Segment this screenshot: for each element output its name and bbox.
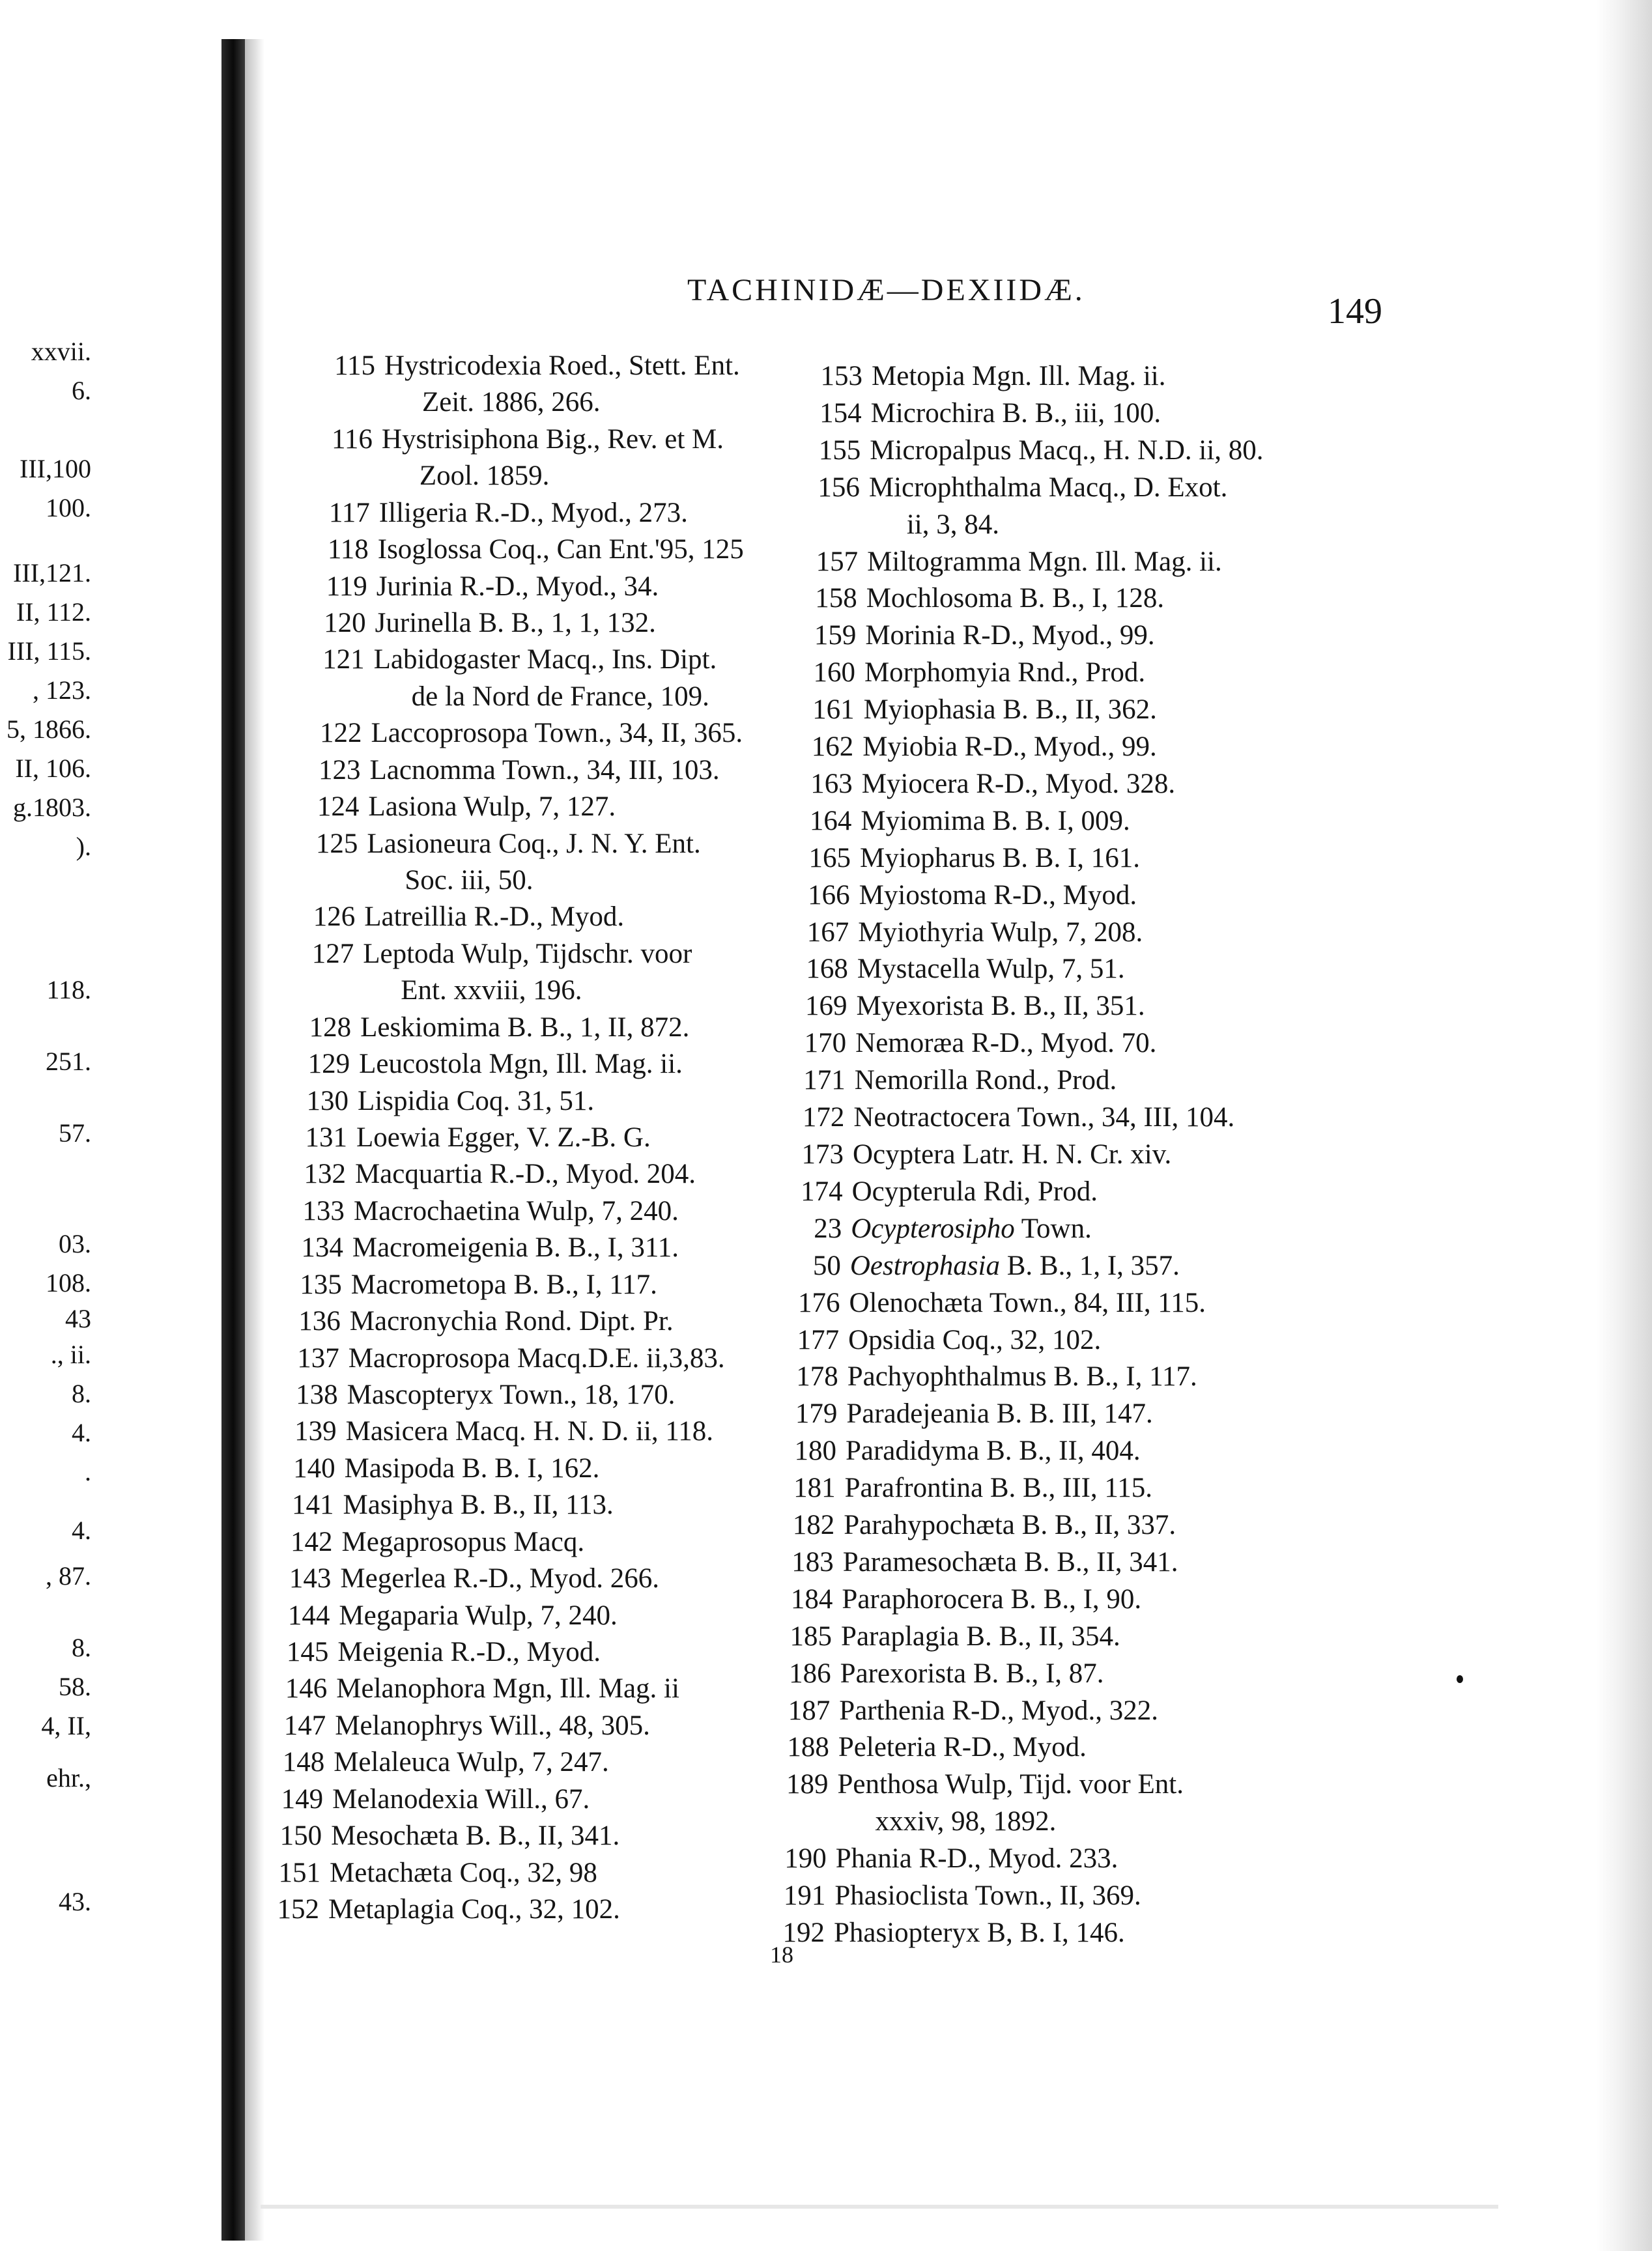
entry-number: 176 xyxy=(797,1287,840,1318)
entry-text: Macrometopa B. B., I, 117. xyxy=(350,1269,657,1300)
index-entry xyxy=(775,1882,1141,1910)
entry-number: 121 xyxy=(322,644,365,675)
index-entry xyxy=(319,499,688,527)
entry-text: Leucostola Mgn, Ill. Mag. ii. xyxy=(359,1049,683,1080)
entry-number: 50 xyxy=(812,1250,841,1281)
entry-continuation: de la Nord de France, 109. xyxy=(411,681,709,712)
index-entry xyxy=(782,1585,1141,1613)
index-entry xyxy=(281,1528,584,1556)
entry-text: Macroprosopa Macq.D.E. ii,3,83. xyxy=(348,1342,725,1374)
index-entry xyxy=(795,1029,1156,1057)
index-entry xyxy=(792,1178,1098,1206)
entry-text: Isoglossa Coq., Can Ent.'95, 125 xyxy=(377,534,744,565)
entry-text: Mochlosoma B. B., I, 128. xyxy=(866,583,1165,614)
entry-number: 136 xyxy=(298,1306,341,1337)
facing-page-fragment: III,121. xyxy=(13,558,91,588)
entry-text: B. B., 1, I, 357. xyxy=(999,1250,1180,1281)
entry-number: 126 xyxy=(313,901,356,933)
index-entry xyxy=(797,955,1125,983)
entry-text: Lispidia Coq. 31, 51. xyxy=(358,1085,595,1116)
entry-text: Microphthalma Macq., D. Exot. xyxy=(868,472,1228,503)
facing-page-fragment: 118. xyxy=(46,975,91,1004)
entry-text: Micropalpus Macq., H. N.D. ii, 80. xyxy=(870,434,1264,466)
entry-number: 146 xyxy=(285,1673,328,1705)
index-entry xyxy=(783,1548,1178,1576)
entry-number: 132 xyxy=(304,1159,346,1190)
index-entry xyxy=(271,1822,620,1850)
index-entry xyxy=(276,1675,679,1703)
facing-page-fragment: , 87. xyxy=(46,1561,91,1591)
index-entry xyxy=(805,621,1154,649)
index-entry xyxy=(802,770,1175,798)
entry-text: Peleteria R-D., Myod. xyxy=(838,1732,1087,1763)
entry-text: Myiophasia B. B., II, 362. xyxy=(863,694,1157,726)
entry-text: Ocypterula Rdi, Prod. xyxy=(851,1176,1098,1207)
entry-number: 165 xyxy=(808,842,851,873)
index-entry xyxy=(322,423,724,492)
index-entry xyxy=(270,1859,597,1887)
index-entry xyxy=(810,436,1263,464)
entry-text: Metachæta Coq., 32, 98 xyxy=(330,1857,597,1888)
entry-text: Mystacella Wulp, 7, 51. xyxy=(857,954,1125,985)
entry-text: Illigeria R.-D., Myod., 273. xyxy=(378,497,688,528)
facing-page-fragment: 100. xyxy=(46,493,91,522)
entry-text: Melanodexia Will., 67. xyxy=(332,1783,590,1815)
index-entry xyxy=(807,548,1222,576)
index-entry xyxy=(776,1845,1118,1873)
entry-number: 181 xyxy=(793,1473,836,1504)
entry-number: 135 xyxy=(300,1269,342,1300)
index-entry xyxy=(283,1491,614,1519)
running-head: TACHINIDÆ—DEXIIDÆ. xyxy=(687,273,1085,307)
entry-text: Lasiona Wulp, 7, 127. xyxy=(368,791,616,823)
index-entry xyxy=(797,992,1145,1020)
entry-text: Hystrisiphona Big., Rev. et M. xyxy=(381,423,724,455)
entry-number: 161 xyxy=(812,694,855,726)
entry-continuation: Ent. xxviii, 196. xyxy=(401,975,582,1006)
entry-text: Phania R-D., Myod. 233. xyxy=(835,1843,1118,1875)
entry-number: 115 xyxy=(334,350,375,381)
entry-number: 178 xyxy=(796,1361,838,1393)
entry-number: 171 xyxy=(803,1065,846,1096)
entry-number: 190 xyxy=(784,1843,827,1875)
index-entry xyxy=(299,1050,683,1078)
index-entry xyxy=(789,1289,1206,1317)
entry-number: 156 xyxy=(818,472,860,503)
entry-text: Masicera Macq. H. N. D. ii, 118. xyxy=(345,1416,714,1447)
facing-page-fragment: . xyxy=(85,1457,91,1486)
facing-page-fragment: 57. xyxy=(59,1118,91,1148)
index-entry xyxy=(784,1511,1176,1539)
entry-continuation: xxxiv, 98, 1892. xyxy=(875,1806,1057,1837)
entry-number: 153 xyxy=(820,361,862,391)
entry-text: Ocyptera Latr. H. N. Cr. xiv. xyxy=(853,1139,1172,1170)
entry-text: Olenochæta Town., 84, III, 115. xyxy=(849,1287,1206,1318)
entry-number: 185 xyxy=(790,1621,833,1652)
index-entry xyxy=(811,399,1161,427)
entry-number: 117 xyxy=(328,497,370,528)
entry-number: 187 xyxy=(788,1695,831,1726)
entry-number: 138 xyxy=(296,1380,338,1410)
index-entry xyxy=(318,535,744,563)
entry-number: 123 xyxy=(318,754,361,786)
entry-number: 133 xyxy=(302,1195,345,1226)
index-entry xyxy=(778,1733,1087,1761)
entry-number: 140 xyxy=(293,1452,335,1484)
facing-page-fragment: 108. xyxy=(46,1268,91,1297)
index-entry xyxy=(774,1919,1125,1947)
index-entry xyxy=(303,938,692,1006)
index-entry xyxy=(311,719,743,747)
entry-number: 184 xyxy=(790,1583,833,1615)
facing-page-fragment: III,100 xyxy=(20,454,91,483)
index-entry xyxy=(285,1454,600,1482)
index-entry xyxy=(781,1622,1120,1650)
entry-continuation: ii, 3, 84. xyxy=(906,509,999,540)
entry-number: 151 xyxy=(278,1857,321,1888)
entry-number: 128 xyxy=(309,1012,352,1043)
facing-page-fragment: 8. xyxy=(72,1633,91,1662)
entry-text: Myiopharus B. B. I, 161. xyxy=(860,842,1141,873)
entry-number: 189 xyxy=(786,1769,829,1800)
index-entry xyxy=(788,1363,1197,1391)
entry-number: 148 xyxy=(282,1747,325,1778)
index-entry xyxy=(804,696,1157,724)
index-entry xyxy=(798,918,1143,946)
entry-number: 154 xyxy=(819,397,862,429)
entry-text: Lacnomma Town., 34, III, 103. xyxy=(369,754,720,786)
entry-number: 116 xyxy=(331,423,373,455)
entry-text: Parahypochæta B. B., II, 337. xyxy=(844,1510,1176,1541)
entry-number: 142 xyxy=(290,1526,333,1557)
entry-text: Metaplagia Coq., 32, 102. xyxy=(328,1894,620,1925)
entry-text: Labidogaster Macq., Ins. Dipt. xyxy=(373,644,717,675)
entry-text: Hystricodexia Roed., Stett. Ent. xyxy=(384,350,740,381)
entry-number: 182 xyxy=(792,1510,835,1541)
entry-text: Parthenia R-D., Myod., 322. xyxy=(839,1695,1158,1726)
bottom-edge xyxy=(261,2205,1498,2209)
entry-text: Metopia Mgn. Ill. Mag. ii. xyxy=(872,361,1166,391)
entry-text: Nemoræa R-D., Myod. 70. xyxy=(855,1028,1157,1059)
entry-text: Mesochæta B. B., II, 341. xyxy=(331,1820,620,1852)
entry-text: Nemorilla Rond., Prod. xyxy=(854,1065,1117,1096)
index-entry xyxy=(809,472,1228,540)
facing-page-fragment: 4. xyxy=(72,1516,91,1545)
signature-mark: 18 xyxy=(770,1942,793,1968)
facing-page-fragment: 43. xyxy=(59,1887,91,1916)
index-entry xyxy=(324,350,740,418)
entry-number: 141 xyxy=(292,1490,334,1521)
entry-text: Myiobia R-D., Myod., 99. xyxy=(862,731,1157,763)
entry-text: Macronychia Rond. Dipt. Pr. xyxy=(349,1306,674,1337)
index-entry xyxy=(806,584,1164,612)
entry-number: 166 xyxy=(808,879,850,911)
entry-number: 125 xyxy=(315,828,358,859)
index-entry xyxy=(785,1474,1153,1502)
index-entry xyxy=(800,844,1140,872)
entry-number: 157 xyxy=(816,546,859,577)
entry-text: Melaleuca Wulp, 7, 247. xyxy=(334,1747,609,1778)
entry-number: 162 xyxy=(811,731,854,763)
entry-text: Opsidia Coq., 32, 102. xyxy=(848,1324,1102,1355)
entry-text: Phasioclista Town., II, 369. xyxy=(834,1880,1141,1912)
entry-number: 192 xyxy=(782,1918,825,1948)
entry-number: 127 xyxy=(311,938,354,969)
entry-number: 143 xyxy=(289,1563,332,1594)
index-entry xyxy=(307,828,701,896)
page-edge xyxy=(1596,0,1652,2251)
index-entry xyxy=(292,1234,679,1262)
index-entry xyxy=(289,1344,725,1372)
entry-number: 118 xyxy=(327,534,369,565)
entry-text: Pachyophthalmus B. B., I, 117. xyxy=(847,1361,1197,1393)
entry-number: 179 xyxy=(795,1398,838,1430)
page-number: 149 xyxy=(1328,291,1382,332)
entry-text: Neotractocera Town., 34, III, 104. xyxy=(853,1102,1235,1133)
entry-text: Macquartia R.-D., Myod. 204. xyxy=(354,1159,696,1190)
index-entry xyxy=(279,1602,617,1630)
entry-number: 169 xyxy=(805,991,847,1022)
facing-page-fragment: 6. xyxy=(72,376,91,405)
index-entry xyxy=(314,644,717,712)
entry-number: 23 xyxy=(814,1213,842,1244)
facing-page-fragment: II, 112. xyxy=(16,597,91,627)
entry-number: 168 xyxy=(806,954,848,985)
facing-page-fragment: III, 115. xyxy=(7,636,91,666)
entry-number: 144 xyxy=(287,1600,330,1631)
entry-text: Paradidyma B. B., II, 404. xyxy=(845,1436,1141,1467)
facing-page-fragment: xxvii. xyxy=(31,337,91,366)
entry-text: Myiomima B. B. I, 009. xyxy=(861,805,1130,836)
entry-text: Morphomyia Rnd., Prod. xyxy=(864,657,1146,688)
index-entry xyxy=(779,1697,1158,1725)
index-entry xyxy=(280,1564,659,1593)
entry-number: 177 xyxy=(797,1324,840,1355)
index-entry xyxy=(786,1437,1141,1465)
entry-number: 129 xyxy=(307,1049,350,1080)
book-gutter xyxy=(221,39,245,2241)
entry-text: Jurinia R.-D., Myod., 34. xyxy=(376,571,659,602)
entry-text: Loewia Egger, V. Z.-B. G. xyxy=(356,1122,651,1153)
entry-number: 119 xyxy=(326,571,367,602)
index-entry xyxy=(791,1215,1092,1243)
index-entry xyxy=(268,1895,620,1923)
entry-text: Myexorista B. B., II, 351. xyxy=(856,991,1145,1022)
entry-number: 173 xyxy=(801,1139,844,1170)
entry-text: Myiocera R-D., Myod. 328. xyxy=(861,768,1176,799)
entry-number: 174 xyxy=(801,1176,843,1207)
index-entry xyxy=(294,1197,679,1225)
index-entry xyxy=(300,1013,689,1041)
index-entry xyxy=(812,362,1165,390)
entry-text: Meigenia R.-D., Myod. xyxy=(337,1637,601,1667)
facing-page-fragment: ). xyxy=(76,832,91,861)
entry-number: 122 xyxy=(320,718,362,749)
entry-number: 160 xyxy=(813,657,855,688)
entry-number: 139 xyxy=(294,1416,337,1447)
gutter-shadow xyxy=(245,39,264,2241)
entry-text: Latreillia R.-D., Myod. xyxy=(364,901,625,933)
index-entry xyxy=(287,1381,676,1409)
entry-text: Microchira B. B., iii, 100. xyxy=(870,397,1161,429)
entry-text: Myiostoma R-D., Myod. xyxy=(859,879,1137,911)
entry-text: Paraplagia B. B., II, 354. xyxy=(841,1621,1120,1652)
entry-number: 152 xyxy=(277,1894,319,1925)
entry-text: Megaparia Wulp, 7, 240. xyxy=(339,1600,618,1631)
entry-text: Paradejeania B. B. III, 147. xyxy=(846,1398,1153,1430)
entry-text: Myiothyria Wulp, 7, 208. xyxy=(858,916,1143,948)
index-entry xyxy=(308,793,616,821)
entry-number: 163 xyxy=(810,768,853,799)
entry-continuation: Soc. iii, 50. xyxy=(405,864,534,896)
index-entry xyxy=(295,1160,696,1188)
facing-page-fragment: II, 106. xyxy=(15,754,91,783)
entry-text: Parexorista B. B., I, 87. xyxy=(840,1658,1104,1689)
entry-number: 172 xyxy=(802,1102,845,1133)
entry-number: 167 xyxy=(806,916,849,948)
index-entry xyxy=(790,1252,1180,1280)
index-entry xyxy=(291,1271,657,1299)
entry-number: 149 xyxy=(281,1783,324,1815)
entry-text: Melanophrys Will., 48, 305. xyxy=(335,1710,650,1741)
facing-page-fragment: 5, 1866. xyxy=(7,715,91,744)
entry-number: 159 xyxy=(814,620,857,651)
entry-text: Lasioneura Coq., J. N. Y. Ent. xyxy=(367,828,701,859)
entry-text: Town. xyxy=(1014,1213,1092,1244)
ink-speck xyxy=(1457,1675,1463,1683)
entry-text: Macromeigenia B. B., I, 311. xyxy=(352,1232,679,1264)
entry-text: Jurinella B. B., 1, 1, 132. xyxy=(375,608,656,638)
entry-text: Melanophora Mgn, Ill. Mag. ii xyxy=(336,1673,679,1705)
entry-number: 120 xyxy=(324,608,366,638)
index-entry xyxy=(780,1660,1104,1688)
entry-text: Leskiomima B. B., 1, II, 872. xyxy=(360,1012,690,1043)
index-entry xyxy=(795,1066,1117,1094)
entry-text: Macrochaetina Wulp, 7, 240. xyxy=(353,1195,679,1226)
index-entry xyxy=(778,1769,1184,1837)
index-entry xyxy=(805,658,1145,687)
entry-text: Parafrontina B. B., III, 115. xyxy=(844,1473,1153,1504)
entry-number: 164 xyxy=(809,805,852,836)
index-entry xyxy=(801,807,1130,835)
entry-genus-italic: Ocypterosipho xyxy=(851,1213,1015,1244)
index-entry xyxy=(309,756,719,784)
entry-text: Leptoda Wulp, Tijdschr. voor xyxy=(363,938,692,969)
index-entry xyxy=(799,881,1137,909)
entry-text: Morinia R-D., Myod., 99. xyxy=(865,620,1155,651)
entry-number: 191 xyxy=(783,1880,826,1912)
index-entry xyxy=(803,733,1157,761)
facing-page-fragment: 43 xyxy=(65,1304,91,1333)
entry-number: 188 xyxy=(787,1732,829,1763)
entry-number: 147 xyxy=(283,1710,326,1741)
entry-number: 131 xyxy=(305,1122,347,1153)
facing-page-fragment: 03. xyxy=(59,1229,91,1258)
facing-page-fragment: 58. xyxy=(59,1672,91,1701)
entry-number: 150 xyxy=(279,1820,322,1852)
entry-number: 130 xyxy=(306,1085,349,1116)
entry-text: Masipoda B. B. I, 162. xyxy=(344,1452,600,1484)
facing-page-fragment: 251. xyxy=(46,1047,91,1076)
index-entry xyxy=(290,1307,674,1335)
entry-number: 183 xyxy=(791,1546,834,1578)
entry-text: Megaprosopus Macq. xyxy=(341,1526,585,1557)
entry-number: 155 xyxy=(818,434,861,466)
entry-number: 158 xyxy=(815,583,857,614)
entry-text: Paramesochæta B. B., II, 341. xyxy=(842,1546,1178,1578)
index-entry xyxy=(298,1087,594,1115)
entry-continuation: Zool. 1859. xyxy=(419,460,550,492)
entry-text: Megerlea R.-D., Myod. 266. xyxy=(340,1563,660,1594)
entry-number: 124 xyxy=(317,791,360,823)
index-entry xyxy=(304,903,624,931)
entry-text: Mascopteryx Town., 18, 170. xyxy=(347,1380,676,1410)
index-entry xyxy=(286,1417,713,1445)
entry-text: Miltogramma Mgn. Ill. Mag. ii. xyxy=(867,546,1222,577)
facing-page-fragment: 4. xyxy=(72,1418,91,1447)
index-entry xyxy=(278,1638,601,1666)
entry-text: Laccoprosopa Town., 34, II, 365. xyxy=(371,718,743,749)
entry-number: 137 xyxy=(297,1342,339,1374)
entry-genus-italic: Oestrophasia xyxy=(849,1250,1000,1281)
facing-page-fragment: , 123. xyxy=(33,675,91,705)
index-entry xyxy=(793,1140,1171,1168)
index-entry xyxy=(272,1785,590,1813)
entry-continuation: Zeit. 1886, 266. xyxy=(422,387,601,418)
index-entry xyxy=(274,1748,609,1776)
index-entry xyxy=(793,1103,1234,1131)
entry-number: 180 xyxy=(794,1436,836,1467)
index-entry xyxy=(786,1400,1152,1428)
entry-number: 170 xyxy=(804,1028,847,1059)
index-entry xyxy=(315,609,656,637)
facing-page-fragment: g.1803. xyxy=(13,793,91,822)
facing-page-fragment: ., ii. xyxy=(50,1340,91,1369)
facing-page xyxy=(0,0,221,2251)
entry-number: 186 xyxy=(789,1658,831,1689)
index-entry xyxy=(296,1124,651,1152)
index-entry xyxy=(317,573,659,601)
entry-number: 145 xyxy=(286,1637,329,1667)
facing-page-fragment: ehr., xyxy=(46,1763,91,1792)
entry-text: Masiphya B. B., II, 113. xyxy=(343,1490,614,1521)
entry-number: 134 xyxy=(301,1232,343,1264)
index-entry xyxy=(275,1712,650,1740)
entry-text: Penthosa Wulp, Tijd. voor Ent. xyxy=(837,1769,1184,1800)
entry-text: Phasiopteryx B, B. I, 146. xyxy=(834,1918,1125,1948)
index-entry xyxy=(788,1326,1101,1354)
entry-text: Paraphorocera B. B., I, 90. xyxy=(842,1583,1142,1615)
facing-page-fragment: 4, II, xyxy=(41,1711,91,1740)
facing-page-fragment: 8. xyxy=(72,1379,91,1408)
